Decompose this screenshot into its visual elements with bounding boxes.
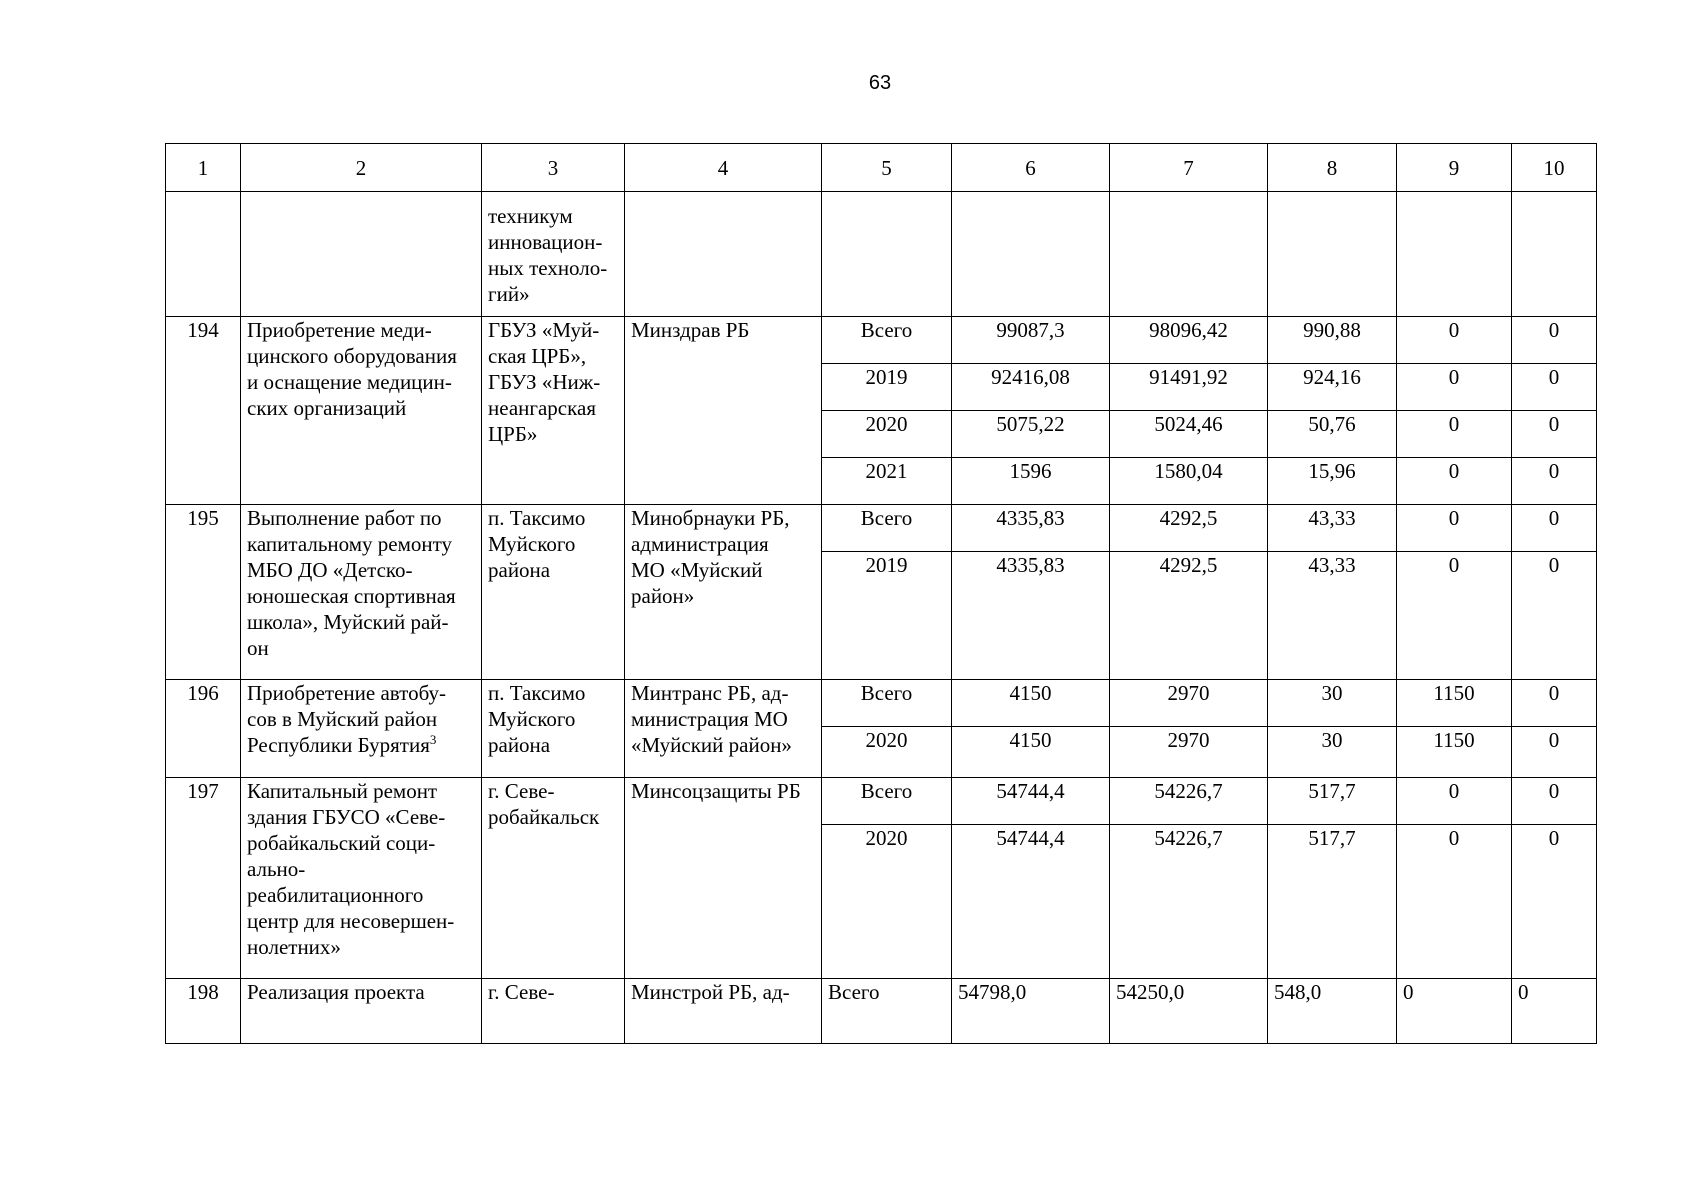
cell-value: 4335,83 — [952, 552, 1110, 680]
cell-value: 50,76 — [1268, 411, 1397, 458]
cell-value: 0 — [1512, 411, 1597, 458]
header-cell: 3 — [482, 144, 625, 192]
header-cell: 6 — [952, 144, 1110, 192]
cell-value: 54798,0 — [952, 979, 1110, 1044]
cell-value: 0 — [1512, 825, 1597, 979]
cell-value: 0 — [1512, 458, 1597, 505]
cell-number: 197 — [166, 778, 241, 979]
cell-value: 30 — [1268, 727, 1397, 778]
cell-period: 2021 — [822, 458, 952, 505]
table-row — [166, 778, 1597, 825]
cell-value: 0 — [1512, 317, 1597, 364]
cell-value: 0 — [1512, 979, 1597, 1044]
cell-value: 43,33 — [1268, 552, 1397, 680]
table-row — [166, 505, 1597, 552]
cell-value: 4150 — [952, 727, 1110, 778]
cell-value: 54744,4 — [952, 825, 1110, 979]
cell-number: 196 — [166, 680, 241, 778]
cell-number: 194 — [166, 317, 241, 505]
cell-organization: Минсоцзащиты РБ — [625, 778, 822, 979]
cell-executor: п. Таксимо Муйского района — [482, 505, 625, 680]
cell-value: 1150 — [1397, 680, 1512, 727]
cell-value: 5075,22 — [952, 411, 1110, 458]
cell-value: 1150 — [1397, 727, 1512, 778]
cell-value: 517,7 — [1268, 825, 1397, 979]
cell-value: 4335,83 — [952, 505, 1110, 552]
cell-organization: Минтранс РБ, ад- министрация МО «Муйский район» — [625, 680, 822, 778]
cell-value: 1596 — [952, 458, 1110, 505]
cell-value: 4292,5 — [1110, 505, 1268, 552]
cell-executor: г. Севе- робайкальск — [482, 778, 625, 979]
cell-value: 54744,4 — [952, 778, 1110, 825]
cell-value: 924,16 — [1268, 364, 1397, 411]
cell-value: 4150 — [952, 680, 1110, 727]
cell-value: 0 — [1397, 552, 1512, 680]
cell-value: 54226,7 — [1110, 825, 1268, 979]
table-row — [166, 680, 1597, 727]
activity-text: Приобретение автобу- сов в Муйский район Республики Бурятия — [247, 681, 446, 757]
cell-value: 517,7 — [1268, 778, 1397, 825]
cell-value: 98096,42 — [1110, 317, 1268, 364]
cell-value: 0 — [1397, 979, 1512, 1044]
header-cell: 8 — [1268, 144, 1397, 192]
cell-period: 2020 — [822, 727, 952, 778]
cell-value: 15,96 — [1268, 458, 1397, 505]
cell-number: 198 — [166, 979, 241, 1044]
cell-value: 2970 — [1110, 680, 1268, 727]
cell-value: 0 — [1397, 778, 1512, 825]
cell-value: 0 — [1397, 505, 1512, 552]
cell-value: 0 — [1397, 317, 1512, 364]
cell-value: 99087,3 — [952, 317, 1110, 364]
cell-activity — [241, 680, 482, 778]
header-cell: 5 — [822, 144, 952, 192]
cell-value: 0 — [1397, 411, 1512, 458]
cell-period: 2019 — [822, 552, 952, 680]
table-row — [166, 979, 1597, 1044]
budget-table — [165, 143, 1597, 1044]
cell-activity: Приобретение меди- цинского оборудования и оснащение медицин- ских организаций — [241, 317, 482, 505]
cell-value: 0 — [1512, 505, 1597, 552]
cell-executor: ГБУЗ «Муй- ская ЦРБ», ГБУЗ «Ниж- неангарская ЦРБ» — [482, 317, 625, 505]
cell-executor: п. Таксимо Муйского района — [482, 680, 625, 778]
cell-period: 2020 — [822, 825, 952, 979]
cell-value: 43,33 — [1268, 505, 1397, 552]
cell-organization: Минстрой РБ, ад- — [625, 979, 822, 1044]
cell-organization: Минздрав РБ — [625, 317, 822, 505]
cell-period: Всего — [822, 317, 952, 364]
cell-value: 0 — [1397, 364, 1512, 411]
cell-value: 0 — [1512, 552, 1597, 680]
cell-value: 548,0 — [1268, 979, 1397, 1044]
table-row — [166, 317, 1597, 364]
cell-value: 0 — [1397, 458, 1512, 505]
header-cell: 2 — [241, 144, 482, 192]
cell-activity: Капитальный ремонт здания ГБУСО «Севе- робайкальский соци- ально- реабилитационного центр для несовершен- нолетних» — [241, 778, 482, 979]
cell-value: 5024,46 — [1110, 411, 1268, 458]
cell-value: 1580,04 — [1110, 458, 1268, 505]
cell-value: 990,88 — [1268, 317, 1397, 364]
cell-value: 91491,92 — [1110, 364, 1268, 411]
cell-period: 2020 — [822, 411, 952, 458]
cell-value: 2970 — [1110, 727, 1268, 778]
cell-value: 0 — [1512, 680, 1597, 727]
table-row — [166, 192, 1597, 317]
cell-value: 0 — [1397, 825, 1512, 979]
cell-period: Всего — [822, 505, 952, 552]
cell-activity: Реализация проекта — [241, 979, 482, 1044]
cell-value: 0 — [1512, 727, 1597, 778]
cell-period: Всего — [822, 680, 952, 727]
header-cell: 1 — [166, 144, 241, 192]
cell-value: 4292,5 — [1110, 552, 1268, 680]
footnote-mark: 3 — [429, 732, 437, 747]
cell-value: 0 — [1512, 778, 1597, 825]
cell-value: 0 — [1512, 364, 1597, 411]
header-row — [166, 144, 1597, 192]
cell-value: 54250,0 — [1110, 979, 1268, 1044]
cell-executor: г. Севе- — [482, 979, 625, 1044]
header-cell: 7 — [1110, 144, 1268, 192]
cell-number: 195 — [166, 505, 241, 680]
cell-activity: Выполнение работ по капитальному ремонту МБО ДО «Детско- юношеская спортивная школа», Муйский рай- он — [241, 505, 482, 680]
header-cell: 4 — [625, 144, 822, 192]
cell-period: Всего — [822, 778, 952, 825]
header-cell: 9 — [1397, 144, 1512, 192]
cell-period: 2019 — [822, 364, 952, 411]
cell-executor: техникум инновацион- ных техноло- гий» — [482, 192, 625, 317]
cell-value: 92416,08 — [952, 364, 1110, 411]
cell-organization: Минобрнауки РБ, администрация МО «Муйский район» — [625, 505, 822, 680]
cell-value: 30 — [1268, 680, 1397, 727]
header-cell: 10 — [1512, 144, 1597, 192]
cell-value: 54226,7 — [1110, 778, 1268, 825]
cell-period: Всего — [822, 979, 952, 1044]
page-number: 63 — [868, 72, 892, 94]
